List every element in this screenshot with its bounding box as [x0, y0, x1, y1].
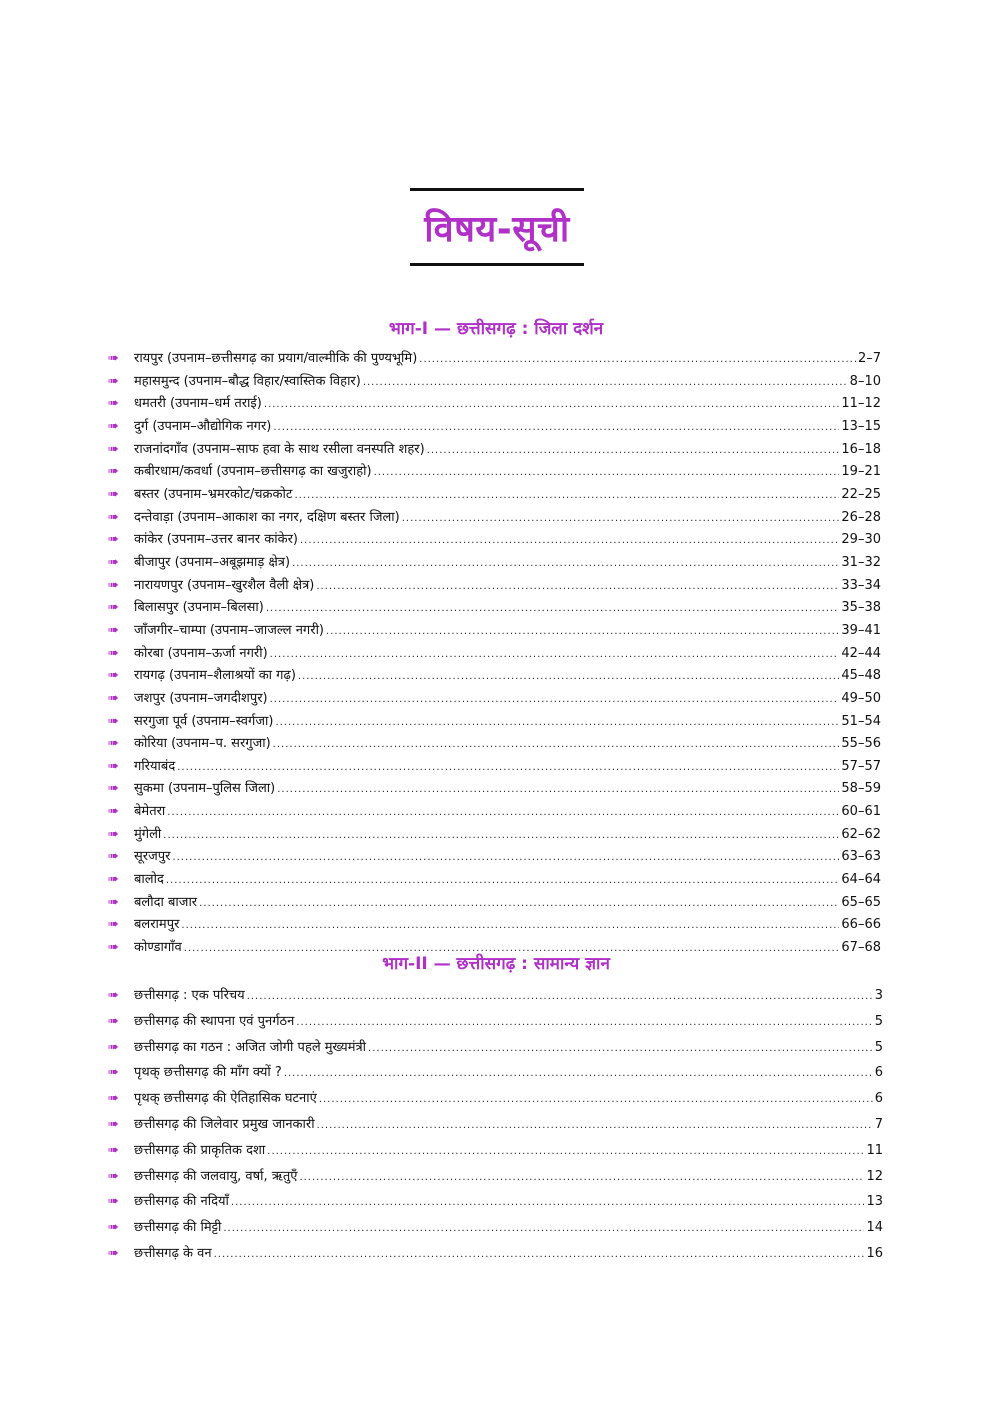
arrow-bullet-icon: ➠	[108, 1065, 119, 1081]
toc-entry-page: 58–59	[841, 781, 881, 797]
arrow-bullet-icon: ➠	[108, 668, 119, 684]
toc-entry-page: 14	[866, 1220, 883, 1236]
dot-leader	[368, 1037, 873, 1062]
toc-entry-page: 39–41	[841, 622, 881, 638]
toc-entry-title: पृथक् छत्तीसगढ़ की ऐतिहासिक घटनाएं	[134, 1091, 317, 1107]
toc-entry-page: 62–62	[841, 826, 881, 842]
toc-entry-title: छत्तीसगढ़ का गठन : अजित जोगी पहले मुख्यमंत्री	[134, 1039, 367, 1055]
arrow-bullet-icon: ➠	[108, 396, 119, 412]
toc-entry-title: बालोद	[134, 872, 164, 888]
toc-entry[interactable]	[108, 529, 881, 552]
toc-entry[interactable]	[108, 756, 881, 779]
toc-entry-page: 3	[874, 988, 883, 1003]
dot-leader	[299, 1166, 864, 1191]
toc-entry-page: 57–57	[841, 758, 881, 774]
dot-leader	[374, 462, 840, 484]
dot-leader	[167, 802, 839, 824]
arrow-bullet-icon: ➠	[108, 1168, 119, 1184]
toc-entry-title: छत्तीसगढ़ की नदियाँ	[134, 1194, 229, 1210]
arrow-bullet-icon: ➠	[108, 600, 119, 616]
dot-leader	[273, 417, 839, 439]
toc-entry-page: 35–38	[841, 600, 881, 616]
toc-entry[interactable]	[108, 711, 881, 734]
arrow-bullet-icon: ➠	[108, 917, 119, 933]
arrow-bullet-icon: ➠	[108, 988, 119, 1003]
toc-entry[interactable]	[108, 461, 881, 484]
toc-entry[interactable]	[108, 552, 881, 575]
toc-entry-title: राजनांदगाँव (उपनाम–साफ हवा के साथ रसीला वनस्पति शहर)	[134, 441, 425, 457]
toc-entry[interactable]	[108, 1036, 883, 1062]
toc-entry-page: 12	[866, 1168, 883, 1184]
toc-entry[interactable]	[108, 1165, 883, 1191]
toc-entry-page: 67–68	[841, 940, 881, 956]
toc-entry-page: 45–48	[841, 668, 881, 684]
toc-entry-title: रायपुर (उपनाम–छत्तीसगढ़ का प्रयाग/वाल्मीकि की पुण्यभूमि)	[134, 351, 418, 366]
arrow-bullet-icon: ➠	[108, 872, 119, 888]
toc-entry[interactable]	[108, 484, 881, 507]
arrow-bullet-icon: ➠	[108, 486, 119, 502]
toc-entry-title: छत्तीसगढ़ की जलवायु, वर्षा, ऋतुएँ	[134, 1168, 298, 1184]
toc-entry[interactable]	[108, 1216, 883, 1242]
arrow-bullet-icon: ➠	[108, 781, 119, 797]
toc-entry-page: 19–21	[841, 464, 881, 480]
arrow-bullet-icon: ➠	[108, 418, 119, 434]
dot-leader	[199, 893, 839, 915]
toc-entry-title: दन्तेवाड़ा (उपनाम–आकाश का नगर, दक्षिण बस्तर जिला)	[134, 509, 400, 525]
toc-entry-page: 63–63	[841, 849, 881, 865]
dot-leader	[296, 1011, 872, 1036]
dot-leader	[316, 576, 839, 598]
arrow-bullet-icon: ➠	[108, 577, 119, 593]
dot-leader	[273, 734, 840, 756]
arrow-bullet-icon: ➠	[108, 554, 119, 570]
toc-entry[interactable]	[108, 348, 881, 371]
toc-entry-title: पृथक् छत्तीसगढ़ की माँग क्यों ?	[134, 1065, 282, 1081]
arrow-bullet-icon: ➠	[108, 622, 119, 638]
arrow-bullet-icon: ➠	[108, 645, 119, 661]
arrow-bullet-icon: ➠	[108, 509, 119, 525]
part2-toc-list	[108, 984, 883, 1268]
toc-entry-title: बेमेतरा	[134, 804, 166, 820]
dot-leader	[427, 440, 840, 462]
dot-leader	[298, 666, 840, 688]
toc-entry[interactable]	[108, 914, 881, 937]
arrow-bullet-icon: ➠	[108, 1039, 119, 1055]
arrow-bullet-icon: ➠	[108, 1013, 119, 1029]
toc-entry-title: छत्तीसगढ़ की मिट्टी	[134, 1220, 222, 1236]
toc-entry-title: बिलासपुर (उपनाम–बिलसा)	[134, 600, 264, 616]
arrow-bullet-icon: ➠	[108, 804, 119, 820]
dot-leader	[277, 779, 839, 801]
toc-entry[interactable]	[108, 507, 881, 530]
toc-entry[interactable]	[108, 824, 881, 847]
dot-leader	[317, 1114, 873, 1139]
toc-entry-page: 11	[866, 1142, 883, 1158]
dot-leader	[300, 530, 839, 552]
toc-entry-title: बीजापुर (उपनाम–अबूझमाड़ क्षेत्र)	[134, 554, 291, 570]
toc-entry-page: 16–18	[841, 441, 881, 457]
dot-leader	[326, 621, 839, 643]
dot-leader	[223, 1217, 864, 1242]
toc-entry-title: धमतरी (उपनाम–धर्म तराई)	[134, 396, 262, 412]
toc-entry[interactable]	[108, 869, 881, 892]
toc-entry[interactable]	[108, 416, 881, 439]
arrow-bullet-icon: ➠	[108, 464, 119, 480]
toc-entry[interactable]	[108, 1242, 883, 1268]
toc-entry-title: सुकमा (उपनाम–पुलिस जिला)	[134, 781, 276, 797]
dot-leader	[177, 757, 839, 779]
toc-entry-title: छत्तीसगढ़ के वन	[134, 1245, 212, 1261]
toc-entry[interactable]	[108, 688, 881, 711]
toc-entry-page: 51–54	[841, 713, 881, 729]
toc-entry-page: 49–50	[841, 690, 881, 706]
dot-leader	[270, 689, 840, 711]
toc-entry[interactable]	[108, 1139, 883, 1165]
dot-leader	[319, 1088, 873, 1113]
arrow-bullet-icon: ➠	[108, 690, 119, 706]
toc-entry[interactable]	[108, 1061, 883, 1087]
toc-entry-title: कोण्डागाँव	[134, 940, 182, 956]
toc-entry-page: 5	[874, 1013, 883, 1029]
toc-entry-page: 7	[874, 1116, 883, 1132]
dot-leader	[294, 485, 839, 507]
toc-entry-page: 66–66	[841, 917, 881, 933]
toc-entry-page: 6	[874, 1065, 883, 1081]
toc-entry-page: 55–56	[841, 736, 881, 752]
dot-leader	[270, 644, 840, 666]
toc-entry-title: छत्तीसगढ़ की स्थापना एवं पुनर्गठन	[134, 1013, 295, 1029]
dot-leader	[363, 372, 848, 394]
toc-entry-title: गरियाबंद	[134, 758, 176, 774]
toc-entry-page: 60–61	[841, 804, 881, 820]
toc-entry[interactable]	[108, 846, 881, 869]
dot-leader	[247, 985, 873, 1010]
toc-entry[interactable]	[108, 1113, 883, 1139]
arrow-bullet-icon: ➠	[108, 373, 119, 389]
arrow-bullet-icon: ➠	[108, 1245, 119, 1261]
dot-leader	[231, 1191, 865, 1216]
toc-entry-title: छत्तीसगढ़ : एक परिचय	[134, 988, 245, 1003]
title-box	[410, 188, 584, 266]
toc-entry-page: 29–30	[841, 532, 881, 548]
toc-entry[interactable]	[108, 1087, 883, 1113]
toc-entry-title: कोरिया (उपनाम–प. सरगुजा)	[134, 736, 271, 752]
arrow-bullet-icon: ➠	[108, 1091, 119, 1107]
arrow-bullet-icon: ➠	[108, 940, 119, 956]
dot-leader	[266, 598, 840, 620]
toc-entry-title: नारायणपुर (उपनाम–खुरशैल वैली क्षेत्र)	[134, 577, 315, 593]
toc-entry-page: 13–15	[841, 418, 881, 434]
arrow-bullet-icon: ➠	[108, 713, 119, 729]
toc-entry[interactable]	[108, 665, 881, 688]
toc-entry[interactable]	[108, 597, 881, 620]
toc-entry-title: सूरजपुर	[134, 849, 171, 865]
toc-entry-title: कबीरधाम/कवर्धा (उपनाम–छत्तीसगढ़ का खजुराहो)	[134, 464, 372, 480]
dot-leader	[214, 1243, 865, 1268]
toc-entry-page: 6	[874, 1091, 883, 1107]
toc-entry[interactable]	[108, 1190, 883, 1216]
dot-leader	[275, 712, 839, 734]
toc-entry[interactable]	[108, 575, 881, 598]
toc-entry-title: कोरबा (उपनाम–ऊर्जा नगरी)	[134, 645, 268, 661]
toc-entry-page: 31–32	[841, 554, 881, 570]
toc-entry-title: मुंगेली	[134, 826, 162, 842]
toc-entry-page: 33–34	[841, 577, 881, 593]
toc-entry[interactable]	[108, 778, 881, 801]
dot-leader	[284, 1062, 873, 1087]
toc-entry[interactable]	[108, 801, 881, 824]
toc-entry[interactable]	[108, 984, 883, 1010]
arrow-bullet-icon: ➠	[108, 351, 119, 366]
part1-toc-list	[108, 348, 881, 960]
dot-leader	[264, 394, 840, 416]
toc-entry-title: बलरामपुर	[134, 917, 180, 933]
arrow-bullet-icon: ➠	[108, 441, 119, 457]
toc-entry-page: 65–65	[841, 894, 881, 910]
dot-leader	[163, 825, 839, 847]
dot-leader	[402, 508, 840, 530]
toc-entry-page: 26–28	[841, 509, 881, 525]
toc-entry-title: जाँजगीर–चाम्पा (उपनाम–जाजल्ल नगरी)	[134, 622, 325, 638]
toc-entry-page: 11–12	[841, 396, 881, 412]
arrow-bullet-icon: ➠	[108, 1194, 119, 1210]
toc-entry-page: 2–7	[857, 351, 881, 366]
arrow-bullet-icon: ➠	[108, 1142, 119, 1158]
toc-entry-page: 5	[874, 1039, 883, 1055]
toc-entry-title: रायगढ़ (उपनाम–शैलाश्रयों का गढ़)	[134, 668, 296, 684]
toc-entry-page: 64–64	[841, 872, 881, 888]
arrow-bullet-icon: ➠	[108, 894, 119, 910]
toc-entry-title: बलौदा बाजार	[134, 894, 198, 910]
arrow-bullet-icon: ➠	[108, 736, 119, 752]
dot-leader	[267, 1140, 864, 1165]
toc-entry[interactable]	[108, 1010, 883, 1036]
toc-entry-page: 16	[866, 1245, 883, 1261]
toc-entry-title: दुर्ग (उपनाम–औद्योगिक नगर)	[134, 418, 272, 434]
toc-entry[interactable]	[108, 733, 881, 756]
toc-entry-title: कांकेर (उपनाम–उत्तर बानर कांकेर)	[134, 532, 298, 548]
toc-entry[interactable]	[108, 439, 881, 462]
part2-heading: भाग-II — छत्तीसगढ़ : सामान्य ज्ञान	[382, 954, 610, 974]
dot-leader	[172, 847, 839, 869]
toc-entry[interactable]	[108, 892, 881, 915]
toc-entry-page: 8–10	[849, 373, 881, 389]
arrow-bullet-icon: ➠	[108, 826, 119, 842]
dot-leader	[166, 870, 840, 892]
toc-entry-page: 13	[866, 1194, 883, 1210]
toc-entry-title: छत्तीसगढ़ की जिलेवार प्रमुख जानकारी	[134, 1116, 315, 1132]
arrow-bullet-icon: ➠	[108, 1220, 119, 1236]
toc-entry-title: छत्तीसगढ़ की प्राकृतिक दशा	[134, 1142, 266, 1158]
arrow-bullet-icon: ➠	[108, 849, 119, 865]
toc-entry-title: जशपुर (उपनाम–जगदीशपुर)	[134, 690, 268, 706]
toc-entry[interactable]	[108, 643, 881, 666]
dot-leader	[292, 553, 839, 575]
arrow-bullet-icon: ➠	[108, 1116, 119, 1132]
dot-leader	[419, 349, 856, 371]
toc-entry-page: 42–44	[841, 645, 881, 661]
toc-entry-title: बस्तर (उपनाम–भ्रमरकोट/चक्रकोट	[134, 486, 293, 502]
toc-entry[interactable]	[108, 371, 881, 394]
arrow-bullet-icon: ➠	[108, 758, 119, 774]
toc-entry[interactable]	[108, 620, 881, 643]
toc-entry-title: सरगुजा पूर्व (उपनाम–स्वर्गजा)	[134, 713, 274, 729]
arrow-bullet-icon: ➠	[108, 532, 119, 548]
toc-entry-page: 22–25	[841, 486, 881, 502]
page-title: विषय-सूची	[424, 208, 570, 250]
toc-entry-title: महासमुन्द (उपनाम–बौद्ध विहार/स्वास्तिक विहार)	[134, 373, 361, 389]
dot-leader	[181, 915, 839, 937]
toc-entry[interactable]	[108, 393, 881, 416]
part1-heading: भाग-I — छत्तीसगढ़ : जिला दर्शन	[388, 319, 604, 339]
